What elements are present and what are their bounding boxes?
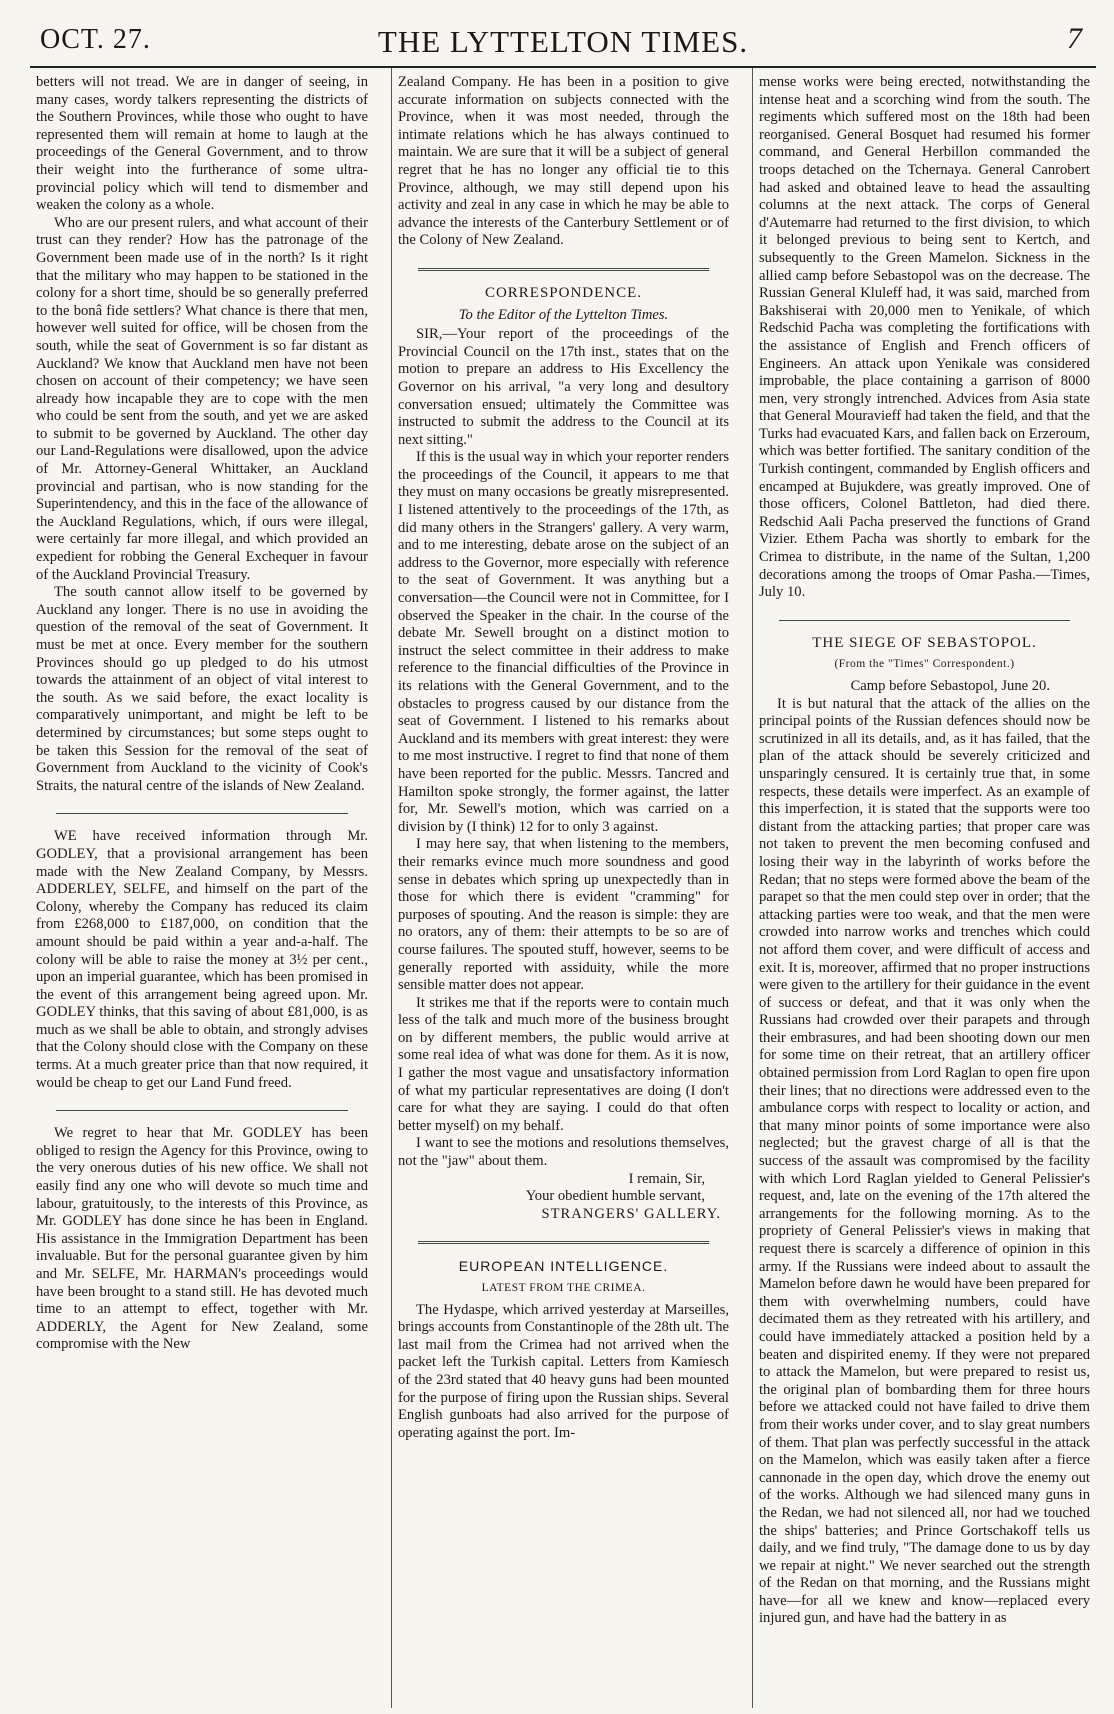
letter-closing: Your obedient humble servant, bbox=[525, 1188, 705, 1205]
paragraph: Zealand Company. He has been in a position to give accurate information on subjects connected with the Province, when it was most needed, through the intimate relations which he has always continued to maintain. We are sure that it will be a subject of general regret that he has no longer any official tie to this Province, although, we may still depend upon his activity and zeal in any case in which he may be able to advance the interests of the Canterbury Settlement or of the Colony of New Zealand. bbox=[398, 74, 729, 249]
section-subheading: (From the "Times" Correspondent.) bbox=[834, 658, 1015, 671]
divider bbox=[56, 813, 348, 814]
page-number: 7 bbox=[1067, 22, 1082, 55]
section-subheading: LATEST FROM THE CRIMEA. bbox=[481, 1282, 646, 1294]
paragraph: It is but natural that the attack of the allies on the principal points of the Russian defences should now be scrutinized in all its details, and, as it has failed, that the plan of the attack should be severely criticized and unsparingly censured. It is certainly true that, in some respects, these details were imperfect. As an example of this imperfection, it is stated that the supports were too distant from the attacking parties; that proper care was not taken to prevent the men becoming confused and losing their way in the labyrinth of works before the Redan; that no steps were formed above the beam of the parapet so that the men could step over in order; that the attacking parties were too weak, and that the men were crowded into narrow works and trenches which could not afford them cover, and were difficult of access and exit. It is, moreover, affirmed that no proper instructions were given to the artillery for their guidance in the event of success or defeat, and that it was only when the Russians had crowded over their parapets and through their embrasures, and had been shooting down our men for some time on their retreat, that an artillery officer obtained permission from Lord Raglan to open fire upon their lines; that no directions were addressed even to the ambulance corps with respect to locality or action, and that many minor points of some importance were also neglected; but the gravest charge of all is that the success of the assault was compromised by the facility with which Lord Raglan yielded to General Pelissier's request, and, late on the evening of the 17th altered the arrangements for the following morning. As to the propriety of General Pelissier's views in making that request there is scarcely a difference of opinion in this army. If the Russians were indeed about to assault the Mamelon before dawn he would have been prepared for them with overwhelming numbers, could have decimated them as they retreated with his artillery, and could have immediately attacked a position held by a beaten and dispirited enemy. If they were not prepared to attack the Mamelon, but were prepared to resist us, the original plan of bombarding them for three hours before we attacked could not have failed to drive them from their works under cover, and to slay great numbers of them. That plan was perfectly successful in the attack on the Mamelon, which was easily taken after a fierce cannonade in the open day, which drove the enemy out of the works. Although we had silenced many guns in the Redan, we had not silenced all, nor had we touched the ships' batteries; and Prince Gortschakoff tells us daily, and we find truly, "The damage done to us by day we repair at night." We never searched out the strength of the Redan on that morning, and the Russians might have—for all we knew and know—replaced every injured gun, and have had the battery in as bbox=[759, 695, 1090, 1627]
letter-closing: I remain, Sir, bbox=[628, 1170, 705, 1187]
columns bbox=[30, 68, 1096, 1708]
paragraph: The south cannot allow itself to be governed by Auckland any longer. There is no use in avoiding the question of the removal of the seat of Government. It must be met at once. Every member for the southern Provinces should go up pledged to do his utmost towards the attainment of an object of vital interest to the south. As we said before, the exact locality is comparatively unimportant, and might be left to be determined by circumstances; but some steps ought to be taken this Session for the removal of the seat of Government from Auckland to the vicinity of Cook's Straits, the natural centre of the islands of New Zealand. bbox=[36, 584, 368, 794]
masthead bbox=[30, 14, 1096, 68]
divider bbox=[418, 1241, 709, 1244]
letter-salutation: To the Editor of the Lyttelton Times. bbox=[458, 306, 669, 323]
dateline: Camp before Sebastopol, June 20. bbox=[850, 678, 1050, 694]
paragraph: WE have received information through Mr. GODLEY, that a provisional arrangement has been made with the New Zealand Company, by Messrs. ADDERLEY, SELFE, and himself on the part of the Colony, whereby the Company has reduced its claim from £268,000 to £187,000, on condition that the amount should be paid within a year and-a-half. The colony will be able to raise the money at 3½ per cent., upon an imperial guarantee, which has been promised in the event of this arrangement being agreed upon. Mr. GODLEY thinks, that this saving of about £81,000, is as much as we shall be able to obtain, and strongly advises that the Colony should close with the Company on these terms. At a much greater price than that now required, it would be cheap to get our Land Fund freed. bbox=[36, 828, 368, 1091]
newspaper-title: THE LYTTELTON TIMES. bbox=[377, 24, 749, 59]
paragraph: Who are our present rulers, and what account of their trust can they render? How has the patronage of the Government been made use of in the north? Is it right that the military who may happen to be stationed in the colony for a short time, should be so generally preferred to the bonâ fide settlers? What chance is there that men, however well suited for office, will be chosen from the south, while the seat of Government is so far distant as Auckland? We know that Auckland men have not been chosen on account of their competency; we have seen already how incapable they are to cope with the men who could be sent from the south, and yet we are asked to submit to be governed by Auckland. The other day our Land-Regulations were disallowed, upon the advice of Mr. Attorney-General Whittaker, an Auckland provincial and partisan, who is now standing for the Superintendency, and this in the face of the allowance of the Auckland Regulations, which, if ours were illegal, were certainly far more illegal, and which provided an expedient for robbing the General Exchequer in favour of the Auckland Provincial Treasury. bbox=[36, 214, 368, 583]
divider bbox=[418, 268, 709, 271]
column-2 bbox=[391, 68, 735, 1708]
column-3 bbox=[752, 68, 1096, 1708]
section-heading: THE SIEGE OF SEBASTOPOL. bbox=[812, 634, 1037, 651]
divider bbox=[56, 1110, 348, 1111]
section-heading: EUROPEAN INTELLIGENCE. bbox=[458, 1258, 669, 1275]
paragraph: I may here say, that when listening to the members, their remarks evince much more soundness and good sense in debates which spring up unexpectedly than in those for which there is evident "cramming" for purposes of spouting. And the reason is simple: they are no orators, any of them: their attempts to be so are of course failures. The spouted stuff, however, seems to be generally reported with assiduity, while the more sensible matter does not appear. bbox=[398, 836, 729, 994]
paragraph: It strikes me that if the reports were to contain much less of the talk and much more of the business brought on by different members, the public would arrive at some real idea of what was done for them. As it is now, I gather the most vague and unsatisfactory information of what my particular representatives are doing (I don't care for what they are saying. I could do that often better myself) on my behalf. bbox=[398, 994, 729, 1134]
divider bbox=[779, 620, 1070, 621]
paragraph: We regret to hear that Mr. GODLEY has been obliged to resign the Agency for this Province, owing to the very onerous duties of his new office. We shall not easily find any one who will devote so much time and labour, gratuitously, to the interests of this Province, as Mr. GODLEY has done since he has been in England. His assistance in the Immigration Department has been invaluable. But for the personal guarantee given by him and Mr. SELFE, Mr. HARMAN's proceedings would have been brought to a stand still. He has devoted much time to an attempt to effect, together with Mr. ADDERLY, the Agent for New Zealand, some compromise with the New bbox=[36, 1125, 368, 1353]
letter-signature: STRANGERS' GALLERY. bbox=[541, 1205, 721, 1222]
paragraph: mense works were being erected, notwithstanding the intense heat and a scorching wind from the south. The regiments which suffered most on the 18th had been reorganised. General Bosquet had resumed his former command, and General Herbillon commanded the troops detached on the Tchernaya. General Canrobert had asked and obtained leave to head the assaulting columns at the next attack. The corps of General d'Autemarre had returned to the first division, to which it belonged previous to being sent to Kertch, and subsequently to the Green Mamelon. Sickness in the allied camp before Sebastopol was on the decrease. The Russian General Kluleff had, it was said, marched from Bakshiserai with 20,000 men to Yenikale, of which Redschid Pacha was completing the fortifications with the assistance of English and French officers of Engineers. An attack upon Yenikale was considered improbable, the place containing a garrison of 8000 men, very strongly intrenched. Advices from Asia state that General Mouravieff had taken the field, and that the Turks had evacuated Kars, and fallen back on Erzeroum, which was better fortified. The sanitary condition of the Turkish contingent, commanded by English officers and encamped at Bujukdere, was greatly improved. One of those officers, Colonel Battleton, had died there. Redschid Aali Pacha preserved the functions of Grand Vizier. Ethem Pacha was shortly to embark for the Crimea to distribute, in the name of the Sultan, 1,200 decorations among the troops of Omar Pasha.—Times, July 10. bbox=[759, 74, 1090, 601]
issue-date: OCT. 27. bbox=[40, 24, 151, 55]
paragraph: The Hydaspe, which arrived yesterday at Marseilles, brings accounts from Constantinople of the 28th ult. The last mail from the Crimea had not arrived when the packet left the Turkish capital. Letters from Kamiesch of the 23rd stated that 40 heavy guns had been mounted for the purpose of firing upon the Russian ships. Several English gunboats had also arrived for the purpose of operating against the port. Im- bbox=[398, 1301, 729, 1441]
paragraph: SIR,—Your report of the proceedings of the Provincial Council on the 17th inst., states that on the motion to prepare an address to His Excellency the Governor on his arrival, "a very long and desultory conversation ensued; ultimately the Committee was instructed to submit the address to the Council at its next sitting." bbox=[398, 326, 729, 448]
paragraph: If this is the usual way in which your reporter renders the proceedings of the Council, it appears to me that they must on many occasions be greatly misrepresented. I listened attentively to the proceedings of the 17th, as did many others in the Strangers' gallery. A very warm, and to me interesting, debate arose on the subject of an address to the Governor, more especially with reference to the seat of Government. It was anything but a conversation—the Council were not in Committee, for I observed the Speaker in the chair. In the course of the debate Mr. Sewell brought on a distinct motion to instruct the select committee in their address to make reference to the financial difficulties of the Province in its relations with the General Government, and to the obstacles to progress caused by our distance from the seat of Government. I listened to his remarks about Auckland and its members with great interest: they were to me most instructive. I regret to find that none of them have been reported for the public. Messrs. Tancred and Hamilton spoke strongly, the former against, the latter for, Mr. Sewell's motion, which was carried on a division by (I think) 12 for to only 3 against. bbox=[398, 449, 729, 835]
section-heading: CORRESPONDENCE. bbox=[484, 284, 643, 301]
paragraph: I want to see the motions and resolutions themselves, not the "jaw" about them. bbox=[398, 1135, 729, 1170]
column-1 bbox=[30, 68, 374, 1708]
paragraph: betters will not tread. We are in danger of seeing, in many cases, wordy talkers representing the districts of the Southern Provinces, while those who ought to have represented them will remain at home to laugh at the proceedings of the General Government, and to throw their weight into the furtherance of some ultra-provincial policy which will tend to dismember and weaken the colony as a whole. bbox=[36, 74, 368, 214]
